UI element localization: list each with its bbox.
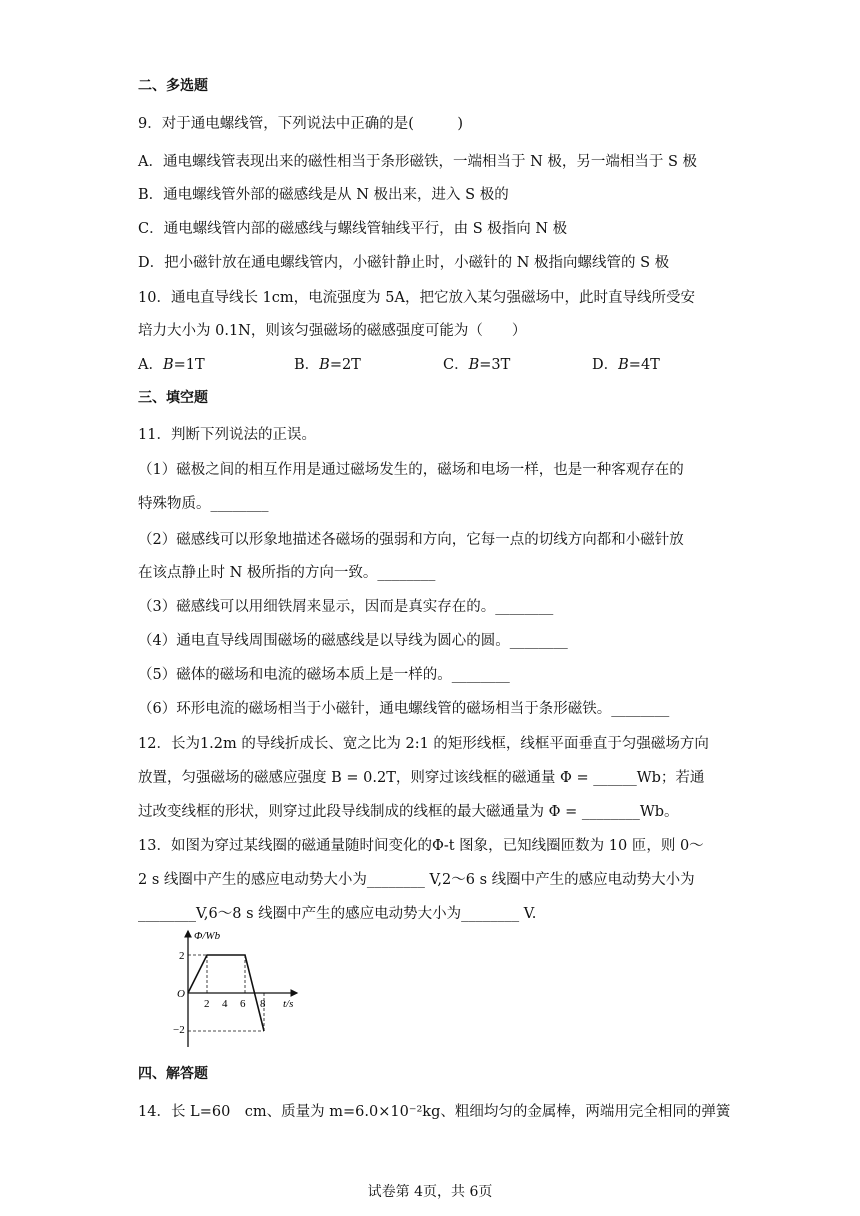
section-fill-in: 三、填空题 xyxy=(138,390,208,406)
x-axis-label: t/s xyxy=(283,998,294,1010)
q11-item-1a: （1）磁极之间的相互作用是通过磁场发生的，磁场和电场一样，也是一种客观存在的 xyxy=(138,462,684,478)
q10-option-d: D．B=4T xyxy=(592,357,660,373)
q10-option-b: B．B=2T xyxy=(294,357,361,373)
q11-item-6: （6）环形电流的磁场相当于小磁针，通电螺线管的磁场相当于条形磁铁。________ xyxy=(138,701,670,717)
origin-label: O xyxy=(177,988,185,1000)
q13-line-1: 13．如图为穿过某线圈的磁通量随时间变化的Φ-t 图象，已知线圈匝数为 10 匝，则 0～ xyxy=(138,838,704,854)
q12-line-1: 12．长为1.2m 的导线折成长、宽之比为 2:1 的矩形线框，线框平面垂直于匀强磁场方向 xyxy=(138,736,709,752)
q10-option-c: C．B=3T xyxy=(443,357,511,373)
q9-stem: 9．对于通电螺线管，下列说法中正确的是( ) xyxy=(138,116,464,132)
y-axis-label: Φ/Wb xyxy=(194,930,221,942)
page-footer: 试卷第 4页，共 6页 xyxy=(367,1184,493,1200)
q10-option-a: A．B=1T xyxy=(138,357,205,373)
y-tick-neg2: −2 xyxy=(173,1024,185,1036)
q9-option-c: C．通电螺线管内部的磁感线与螺线管轴线平行，由 S 极指向 N 极 xyxy=(138,221,568,237)
x-tick-4: 4 xyxy=(222,998,228,1010)
q12-line-2: 放置，匀强磁场的磁感应强度 B = 0.2T，则穿过该线框的磁通量 Φ = ______Wb；若通 xyxy=(138,770,705,786)
q11-item-2a: （2）磁感线可以形象地描述各磁场的强弱和方向，它每一点的切线方向都和小磁针放 xyxy=(138,532,684,548)
q10-line-2: 培力大小为 0.1N，则该匀强磁场的磁感强度可能为（ ） xyxy=(138,323,527,339)
x-tick-6: 6 xyxy=(240,998,246,1010)
section-multiple-choice: 二、多选题 xyxy=(138,78,208,94)
q11-item-3: （3）磁感线可以用细铁屑来显示，因而是真实存在的。________ xyxy=(138,599,554,615)
y-tick-2: 2 xyxy=(179,950,185,962)
x-tick-8: 8 xyxy=(260,998,266,1010)
q11-item-5: （5）磁体的磁场和电流的磁场本质上是一样的。________ xyxy=(138,667,510,683)
q13-line-3: ________V,6～8 s 线圈中产生的感应电动势大小为________ V. xyxy=(138,906,537,922)
q11-item-2b: 在该点静止时 N 极所指的方向一致。________ xyxy=(138,565,436,581)
q13-line-2: 2 s 线圈中产生的感应电动势大小为________ V,2～6 s 线圈中产生的感应电动势大小为 xyxy=(138,872,695,888)
q9-option-a: A．通电螺线管表现出来的磁性相当于条形磁铁，一端相当于 N 极，另一端相当于 S 极 xyxy=(138,154,698,170)
q14-line-1: 14．长 L=60 cm、质量为 m=6.0×10⁻²kg、粗细均匀的金属棒，两端用完全相同的弹簧 xyxy=(138,1104,731,1120)
q9-option-b: B．通电螺线管外部的磁感线是从 N 极出来，进入 S 极的 xyxy=(138,187,509,203)
q9-option-d: D．把小磁针放在通电螺线管内，小磁针静止时，小磁针的 N 极指向螺线管的 S 极 xyxy=(138,255,670,271)
section-answer: 四、解答题 xyxy=(138,1066,208,1082)
x-tick-2: 2 xyxy=(204,998,210,1010)
q11-item-1b: 特殊物质。________ xyxy=(138,496,269,512)
q10-line-1: 10．通电直导线长 1cm，电流强度为 5A，把它放入某匀强磁场中，此时直导线所受安 xyxy=(138,290,695,306)
q11-stem: 11．判断下列说法的正误。 xyxy=(138,427,316,443)
q12-line-3: 过改变线框的形状，则穿过此段导线制成的线框的最大磁通量为 Φ = ________Wb。 xyxy=(138,804,679,820)
flux-time-graph xyxy=(165,925,315,1055)
q11-item-4: （4）通电直导线周围磁场的磁感线是以导线为圆心的圆。________ xyxy=(138,633,568,649)
